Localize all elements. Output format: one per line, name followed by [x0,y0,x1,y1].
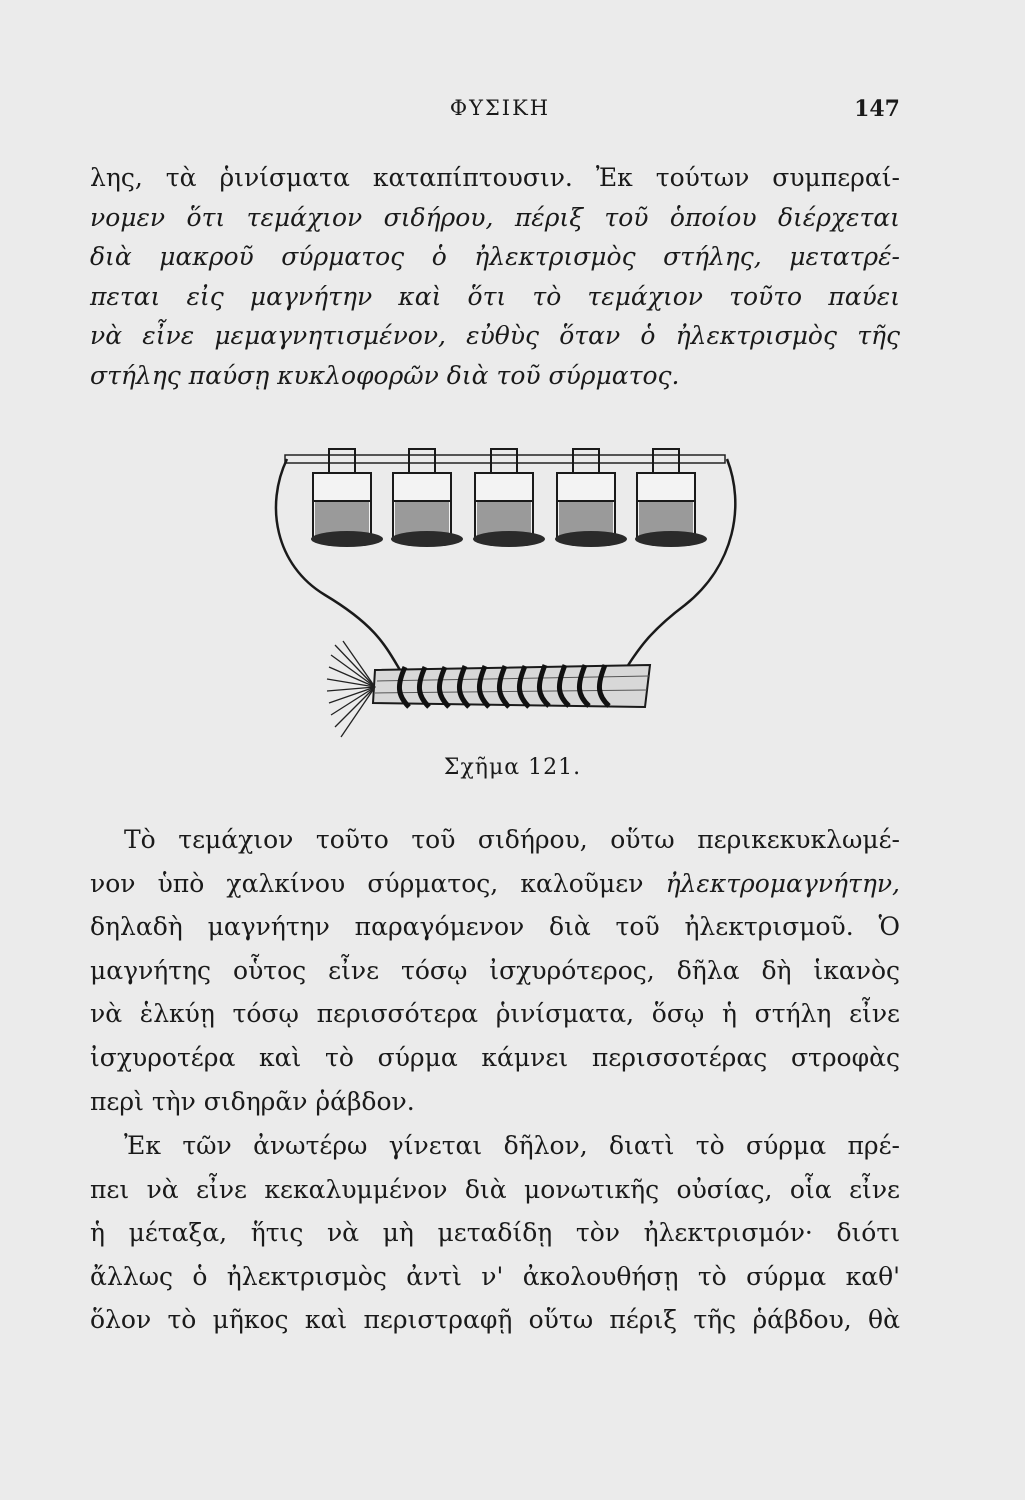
text-segment: νον ὑπὸ χαλκίνου σύρματος, καλοῦμεν [90,868,644,898]
text-line: νομεν ὅτι τεμάχιον σιδήρου, πέριξ τοῦ ὁποίου διέρχεται [90,202,900,232]
figure-caption: Σχῆμα 121. [443,755,582,780]
iron-bar [373,665,650,707]
text-line: δηλαδὴ μαγνήτην παραγόμενον διὰ τοῦ ἠλεκτρισμοῦ. Ὁ [90,912,900,942]
text-line: στήλης παύσῃ κυκλοφορῶν διὰ τοῦ σύρματος. [90,360,680,390]
paragraph-3 [90,1124,900,1342]
text-line: ἡ μέταξα, ἥτις νὰ μὴ μεταδίδῃ τὸν ἠλεκτρισμόν· διότι [90,1218,900,1248]
page-header [90,96,910,136]
electromagnet-figure [265,445,755,745]
page-number: 147 [854,96,900,122]
text-line: νὰ ἑλκύῃ τόσῳ περισσότερα ῥινίσματα, ὅσῳ ἡ στήλη εἶνε [90,999,900,1029]
text-line: μαγνήτης οὗτος εἶνε τόσῳ ἰσχυρότερος, δῆλα δὴ ἱκανὸς [90,955,900,985]
text-line: Ἐκ τῶν ἀνωτέρω γίνεται δῆλον, διατὶ τὸ σύρμα πρέ- [124,1131,900,1160]
text-line: Τὸ τεμάχιον τοῦτο τοῦ σιδήρου, οὕτω περικεκυκλωμέ- [124,825,900,854]
text-line: ἄλλως ὁ ἠλεκτρισμὸς ἀντὶ ν' ἀκολουθήσῃ τὸ σύρμα καθ' [90,1261,900,1291]
text-line: ἰσχυροτέρα καὶ τὸ σύρμα κάμνει περισσοτέρας στροφὰς [90,1042,900,1072]
text-line [90,862,900,906]
paragraph-1 [90,158,900,395]
running-title: ΦΥΣΙΚΗ [449,96,551,120]
iron-filings [327,641,375,737]
text-line: διὰ μακροῦ σύρματος ὁ ἠλεκτρισμὸς στήλης, μετατρέ- [90,242,900,271]
italic-term: ἠλεκτρομαγνήτην, [665,868,900,898]
text-line: πει νὰ εἶνε κεκαλυμμένον διὰ μονωτικῆς οὐσίας, οἷα εἶνε [90,1174,900,1204]
text-line: ὅλον τὸ μῆκος καὶ περιστραφῇ οὕτω πέριξ τῆς ῥάβδου, θὰ [90,1305,900,1335]
text-line: νὰ εἶνε μεμαγνητισμένον, εὐθὺς ὅταν ὁ ἠλεκτρισμὸς τῆς [90,321,900,350]
battery-and-coil-illustration [265,445,755,745]
paragraph-2 [90,818,900,1123]
text-line: πεται εἰς μαγνήτην καὶ ὅτι τὸ τεμάχιον τοῦτο παύει [90,281,900,311]
text-line: περὶ τὴν σιδηρᾶν ῥάβδον. [90,1086,415,1116]
text-line: λης, τὰ ῥινίσματα καταπίπτουσιν. Ἐκ τούτων συμπεραί- [90,163,900,192]
